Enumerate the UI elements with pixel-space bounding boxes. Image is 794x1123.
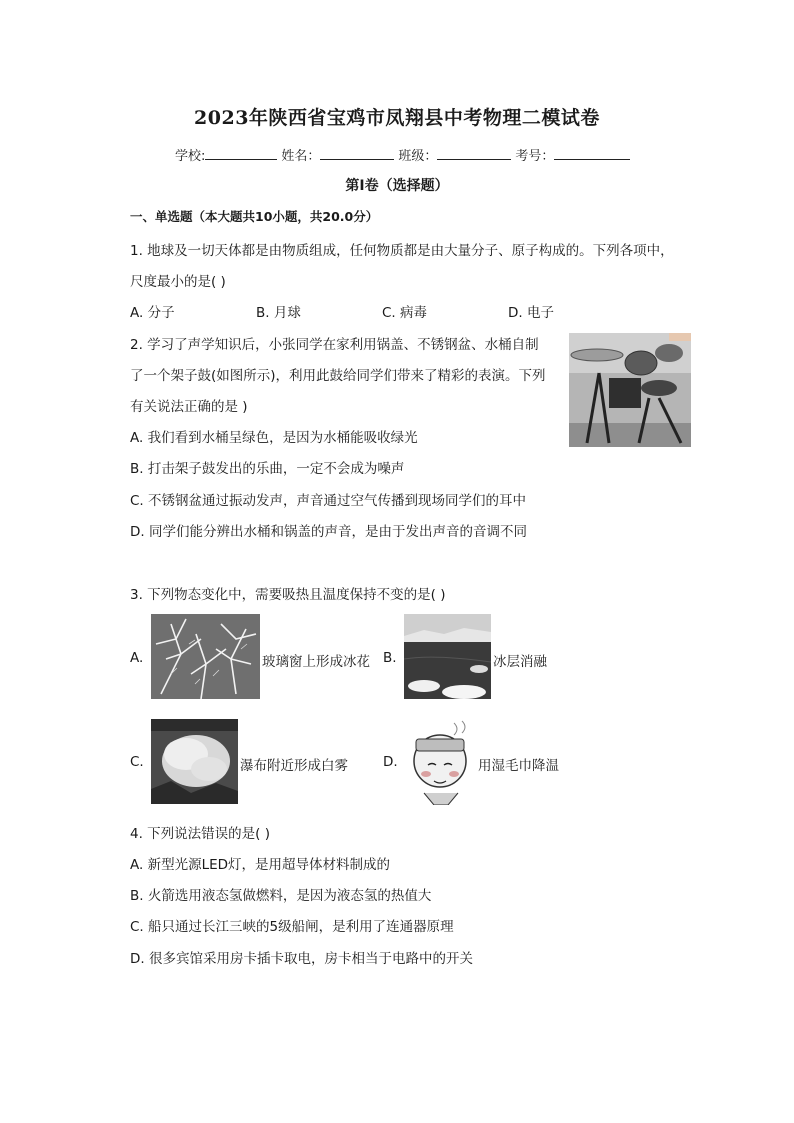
frost-flower-photo xyxy=(151,614,260,699)
class-label: 班级： xyxy=(398,149,438,164)
name-label: 姓名： xyxy=(281,149,321,164)
q2-stem-line2: 了一个架子鼓(如图所示)，利用此鼓给同学们带来了精彩的表演。下列 xyxy=(130,368,546,384)
q1-option-a[interactable]: A. 分子 xyxy=(130,305,175,321)
q2-option-d[interactable]: D. 同学们能分辨出水桶和锅盖的声音，是由于发出声音的音调不同 xyxy=(130,524,527,540)
q3-option-a-text: 玻璃窗上形成冰花 xyxy=(262,654,370,670)
class-blank[interactable] xyxy=(437,145,511,160)
name-blank[interactable] xyxy=(320,145,394,160)
q4-stem: 4. 下列说法错误的是( ) xyxy=(130,826,270,842)
q1-option-c[interactable]: C. 病毒 xyxy=(382,305,428,321)
q1-stem-line1: 1. 地球及一切天体都是由物质组成，任何物质都是由大量分子、原子构成的。下列各项中， xyxy=(130,243,674,259)
exam-title: 2023年陕西省宝鸡市凤翔县中考物理二模试卷 xyxy=(194,107,600,129)
melting-ice-photo xyxy=(404,614,491,699)
q3-option-d-text: 用湿毛巾降温 xyxy=(478,758,559,774)
q4-option-b[interactable]: B. 火箭选用液态氢做燃料，是因为液态氢的热值大 xyxy=(130,888,432,904)
q3-option-c-text: 瀑布附近形成白雾 xyxy=(240,758,348,774)
section-title: 一、单选题（本大题共10小题，共20.0分） xyxy=(130,209,379,224)
q2-option-a[interactable]: A. 我们看到水桶呈绿色，是因为水桶能吸收绿光 xyxy=(130,430,418,446)
number-blank[interactable] xyxy=(554,145,630,160)
q3-option-a-letter[interactable]: A. xyxy=(130,650,144,666)
q3-stem: 3. 下列物态变化中，需要吸热且温度保持不变的是( ) xyxy=(130,587,446,603)
q3-option-d-letter[interactable]: D. xyxy=(383,754,398,770)
school-blank[interactable] xyxy=(205,145,277,160)
q3-option-c-letter[interactable]: C. xyxy=(130,754,144,770)
q1-option-b[interactable]: B. 月球 xyxy=(256,305,301,321)
q3-option-b-letter[interactable]: B. xyxy=(383,650,397,666)
drum-kit-photo xyxy=(569,333,691,447)
wet-towel-cartoon xyxy=(404,719,476,805)
q1-stem-line2: 尺度最小的是( ) xyxy=(130,274,226,290)
q2-option-c[interactable]: C. 不锈钢盆通过振动发声，声音通过空气传播到现场同学们的耳中 xyxy=(130,493,527,509)
student-info-row xyxy=(175,145,634,164)
q2-stem-line1: 2. 学习了声学知识后，小张同学在家利用锅盖、不锈钢盆、水桶自制 xyxy=(130,337,539,353)
school-label: 学校: xyxy=(175,149,206,164)
q2-stem-line3: 有关说法正确的是 ) xyxy=(130,399,248,415)
q4-option-d[interactable]: D. 很多宾馆采用房卡插卡取电，房卡相当于电路中的开关 xyxy=(130,951,473,967)
q1-option-d[interactable]: D. 电子 xyxy=(508,305,554,321)
number-label: 考号： xyxy=(515,149,555,164)
volume-title: 第I卷（选择题） xyxy=(345,178,449,194)
q4-option-a[interactable]: A. 新型光源LED灯，是用超导体材料制成的 xyxy=(130,857,391,873)
q2-option-b[interactable]: B. 打击架子鼓发出的乐曲，一定不会成为噪声 xyxy=(130,461,405,477)
waterfall-mist-photo xyxy=(151,719,238,804)
q3-option-b-text: 冰层消融 xyxy=(493,654,547,670)
q4-option-c[interactable]: C. 船只通过长江三峡的5级船闸，是利用了连通器原理 xyxy=(130,919,454,935)
